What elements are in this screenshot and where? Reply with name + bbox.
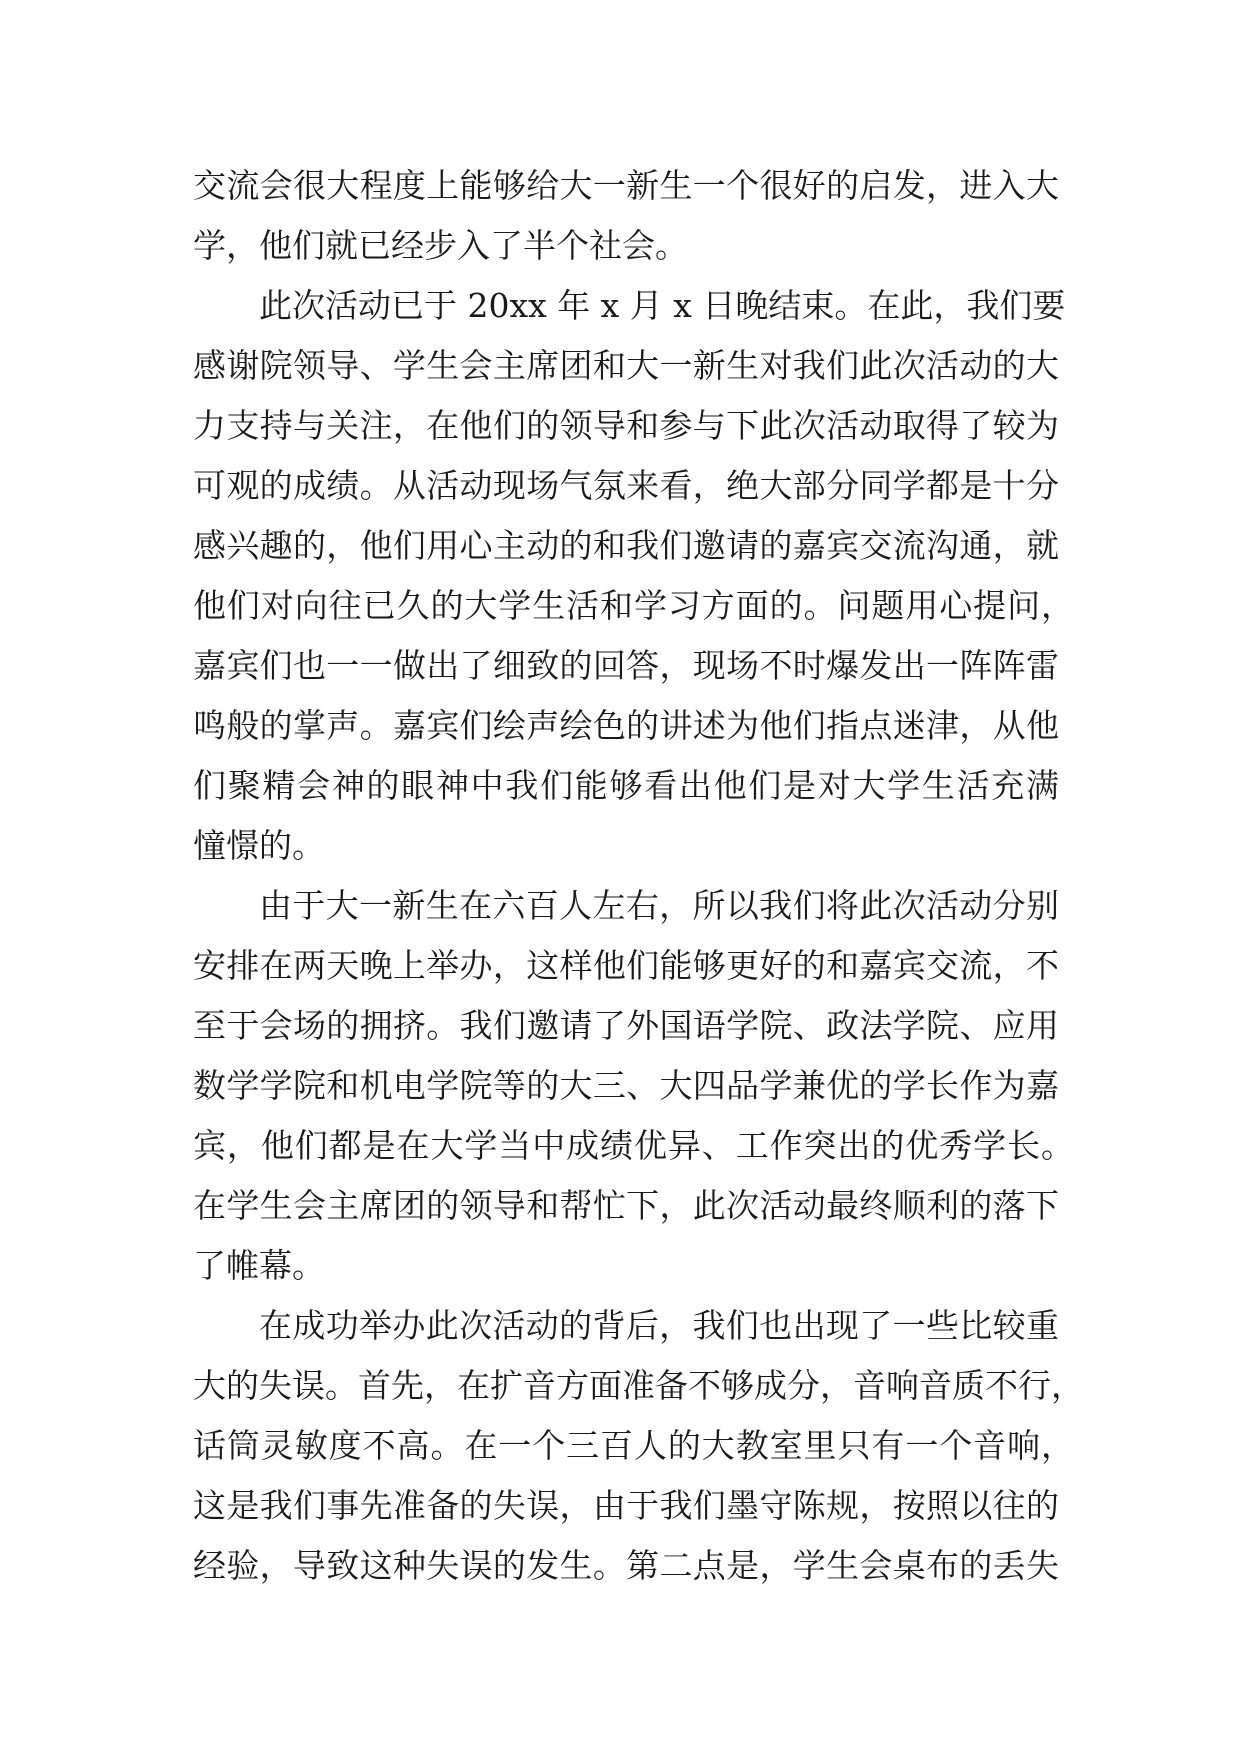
text-line: 感谢院领导、学生会主席团和大一新生对我们此次活动的大: [193, 346, 1059, 385]
text-line: 他们对向往已久的大学生活和学习方面的。问题用心提问，: [193, 586, 1074, 625]
text-line: 了帷幕。: [193, 1246, 325, 1285]
text-line: 这是我们事先准备的失误，由于我们墨守陈规，按照以往的: [193, 1486, 1059, 1525]
text-line: 数学学院和机电学院等的大三、大四品学兼优的学长作为嘉: [193, 1066, 1059, 1105]
text-line: 憧憬的。: [193, 826, 325, 865]
text-line: 在学生会主席团的领导和帮忙下，此次活动最终顺利的落下: [193, 1186, 1059, 1225]
text-line: 宾，他们都是在大学当中成绩优异、工作突出的优秀学长。: [193, 1126, 1074, 1165]
text-line: 可观的成绩。从活动现场气氛来看，绝大部分同学都是十分: [193, 466, 1059, 505]
text-line: 至于会场的拥挤。我们邀请了外国语学院、政法学院、应用: [193, 1006, 1059, 1045]
text-line: 在成功举办此次活动的背后，我们也出现了一些比较重: [259, 1306, 1059, 1345]
text-line: 感兴趣的，他们用心主动的和我们邀请的嘉宾交流沟通，就: [193, 526, 1059, 565]
text-line: 大的失误。首先，在扩音方面准备不够成分，音响音质不行，: [193, 1366, 1084, 1405]
text-line: 力支持与关注，在他们的领导和参与下此次活动取得了较为: [193, 406, 1059, 445]
text-line: 嘉宾们也一一做出了细致的回答，现场不时爆发出一阵阵雷: [193, 646, 1059, 685]
text-line: 学，他们就已经步入了半个社会。: [193, 226, 688, 265]
text-line: 此次活动已于 20xx 年 x 月 x 日晚结束。在此，我们要: [259, 286, 1066, 325]
text-line: 由于大一新生在六百人左右，所以我们将此次活动分别: [259, 886, 1059, 925]
body-text: [193, 156, 1084, 1596]
text-line: 们聚精会神的眼神中我们能够看出他们是对大学生活充满: [193, 766, 1059, 805]
text-line: 安排在两天晚上举办，这样他们能够更好的和嘉宾交流，不: [193, 946, 1059, 985]
text-line: 鸣般的掌声。嘉宾们绘声绘色的讲述为他们指点迷津，从他: [193, 706, 1059, 745]
text-line: 经验，导致这种失误的发生。第二点是，学生会桌布的丢失: [193, 1546, 1059, 1585]
text-line: 交流会很大程度上能够给大一新生一个很好的启发，进入大: [193, 166, 1059, 205]
text-line: 话筒灵敏度不高。在一个三百人的大教室里只有一个音响，: [193, 1426, 1074, 1465]
